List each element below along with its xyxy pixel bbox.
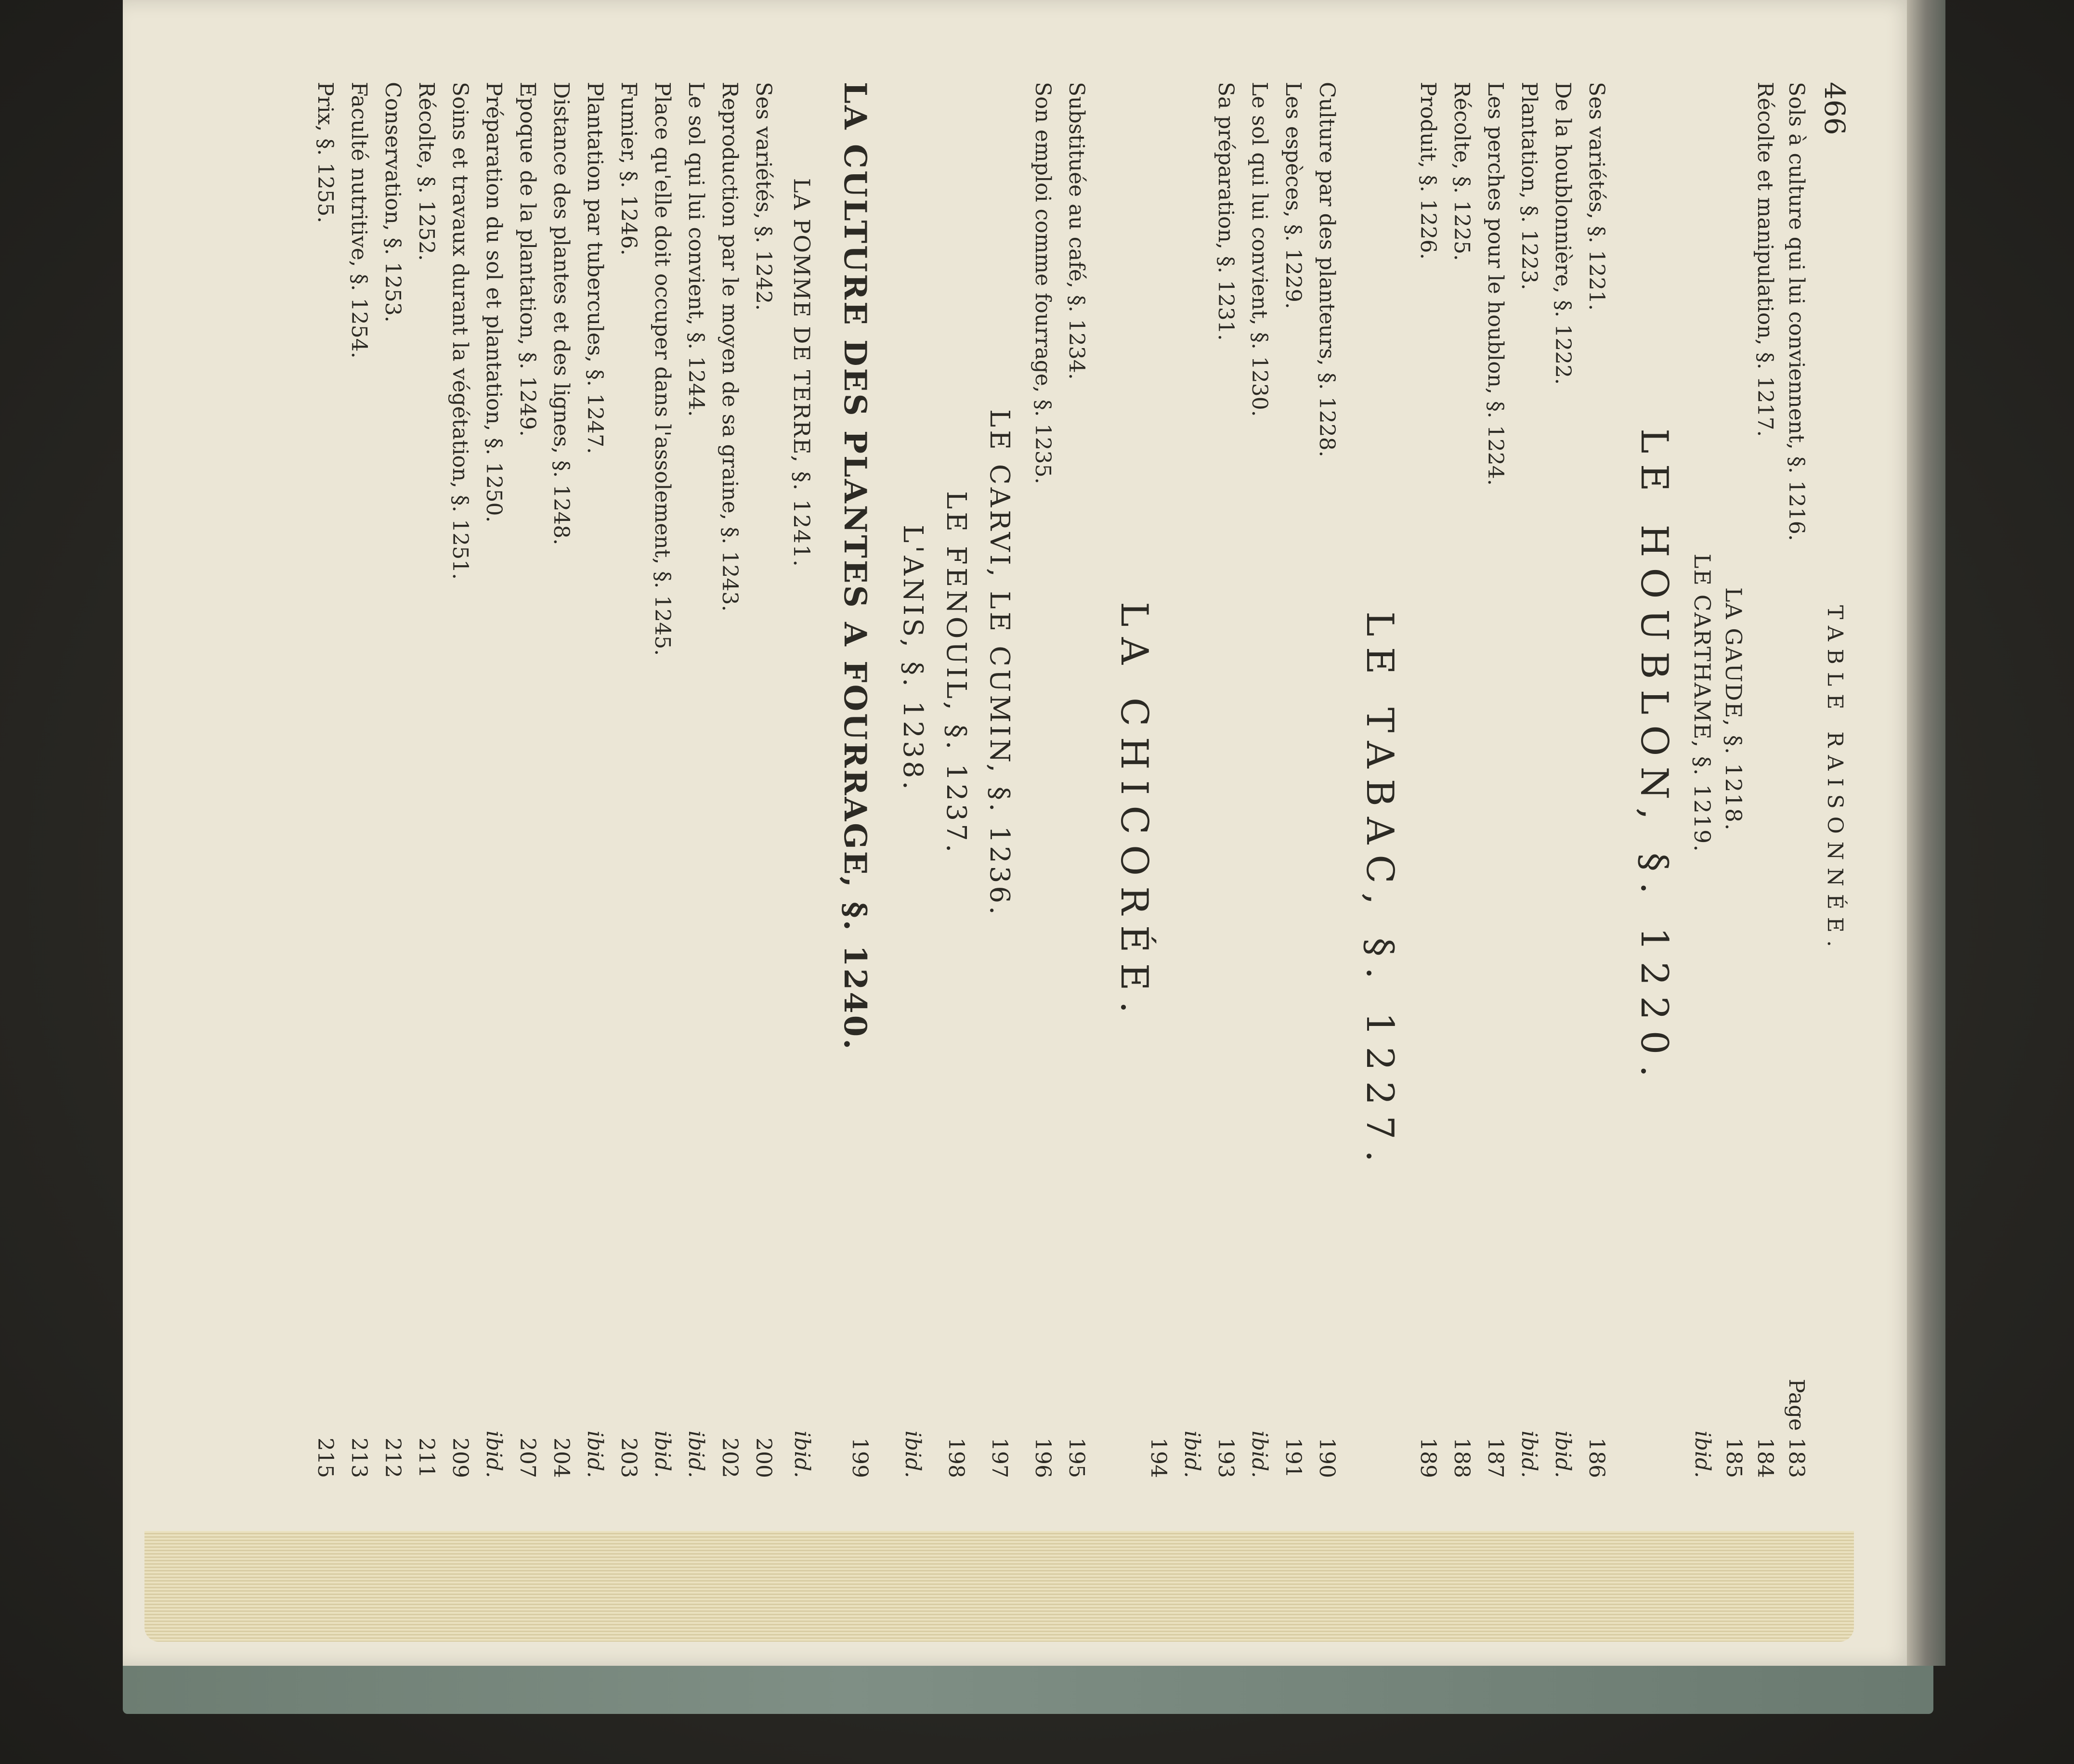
entry-page: ibid. bbox=[900, 1430, 925, 1478]
section-heading: LE CARVI, LE CUMIN, §. 1236. bbox=[984, 409, 1015, 918]
index-entry bbox=[376, 82, 409, 1478]
index-entry bbox=[510, 82, 544, 1478]
index-entry bbox=[1242, 82, 1276, 1478]
entry-page: ibid. bbox=[1247, 1430, 1272, 1478]
index-entry bbox=[578, 82, 612, 1478]
heading-line bbox=[828, 82, 876, 1478]
index-entry bbox=[612, 82, 645, 1478]
index-entry bbox=[443, 82, 477, 1478]
entry-page: 187 bbox=[1483, 1438, 1508, 1478]
entry-label: Place qu'elle doit occuper dans l'assolement, §. 1245. bbox=[650, 82, 675, 656]
entry-label: Culture par des planteurs, §. 1228. bbox=[1315, 82, 1339, 457]
index-entry bbox=[1026, 82, 1059, 1478]
entry-page: 202 bbox=[717, 1438, 742, 1478]
entry-label: Reproduction par le moyen de sa graine, §. 1243. bbox=[717, 82, 742, 612]
index-entry bbox=[409, 82, 443, 1478]
index-entry bbox=[1478, 82, 1512, 1478]
index-entry bbox=[1748, 82, 1782, 1478]
index-entry bbox=[645, 82, 679, 1478]
index-entry bbox=[1512, 82, 1546, 1478]
entry-label: Epoque de la plantation, §. 1249. bbox=[515, 82, 540, 437]
entry-page: 197 bbox=[987, 1438, 1012, 1478]
entry-page: Page 183 bbox=[1784, 1378, 1809, 1478]
entry-label: Soins et travaux durant la végétation, §. 1251. bbox=[448, 82, 472, 580]
entry-page: ibid. bbox=[1180, 1430, 1204, 1478]
index-entry bbox=[1546, 82, 1579, 1478]
heading-line bbox=[929, 82, 973, 1478]
index-entry bbox=[477, 82, 510, 1478]
entry-page: 198 bbox=[944, 1438, 968, 1478]
entry-label: Plantation par tubercules, §. 1247. bbox=[583, 82, 607, 454]
entry-page: 186 bbox=[1584, 1438, 1609, 1478]
book-gutter bbox=[1907, 0, 1945, 1666]
subheading-line bbox=[785, 82, 819, 1478]
page-number: 466 bbox=[1818, 82, 1851, 135]
section-heading: LE HOUBLON, §. 1220. bbox=[1632, 428, 1676, 1088]
entry-page: 211 bbox=[414, 1438, 439, 1478]
entry-page: ibid. bbox=[1551, 1430, 1575, 1478]
page-edges bbox=[144, 1531, 1854, 1642]
index-entry bbox=[713, 82, 746, 1478]
entry-label: Sa préparation, §. 1231. bbox=[1213, 82, 1238, 341]
entry-page: 215 bbox=[313, 1438, 338, 1478]
entry-page: 203 bbox=[616, 1438, 641, 1478]
entry-label: Les perches pour le houblon, §. 1224. bbox=[1483, 82, 1508, 486]
heading-line bbox=[973, 82, 1016, 1478]
subheading: LE CARTHAME, §. 1219. bbox=[1689, 554, 1715, 853]
subheading: LA GAUDE, §. 1218. bbox=[1721, 587, 1747, 831]
index-entry bbox=[1175, 82, 1209, 1478]
entry-page: 190 bbox=[1315, 1438, 1339, 1478]
entry-label: Produit, §. 1226. bbox=[1416, 82, 1440, 260]
entry-page: ibid. bbox=[583, 1430, 607, 1478]
entry-page: 188 bbox=[1449, 1438, 1474, 1478]
section-heading: LA CULTURE DES PLANTES A FOURRAGE, §. 1240. bbox=[837, 82, 873, 1051]
entry-label: Faculté nutritive, §. 1254. bbox=[347, 82, 371, 359]
entry-label: Ses variétés, §. 1221. bbox=[1584, 82, 1609, 311]
entry-label: De la houblonnière, §. 1222. bbox=[1551, 82, 1575, 385]
entry-label: Le sol qui lui convient, §. 1244. bbox=[684, 82, 708, 417]
entry-page: ibid. bbox=[482, 1430, 506, 1478]
heading-line bbox=[886, 82, 929, 1478]
index-entry bbox=[1445, 82, 1478, 1478]
entry-page: 195 bbox=[1064, 1438, 1089, 1478]
index-entry bbox=[308, 82, 342, 1478]
entry-label: Préparation du sol et plantation, §. 1250. bbox=[482, 82, 506, 523]
entry-label: Substituée au café, §. 1234. bbox=[1064, 82, 1089, 380]
entry-page: ibid. bbox=[790, 1430, 814, 1478]
index-entry bbox=[679, 82, 713, 1478]
entry-page: 185 bbox=[1722, 1438, 1746, 1478]
entry-label: Récolte, §. 1225. bbox=[1449, 82, 1474, 261]
section-heading: LE TABAC, §. 1227. bbox=[1358, 611, 1401, 1173]
entry-page: ibid. bbox=[1517, 1430, 1541, 1478]
entry-label: Distance des plantes et des lignes, §. 1248. bbox=[549, 82, 574, 545]
section-heading: L'ANIS, §. 1238. bbox=[897, 525, 928, 793]
index-page-content bbox=[169, 82, 1854, 1478]
entry-label: Récolte et manipulation, §. 1217. bbox=[1753, 82, 1777, 437]
entry-label: Ses variétés, §. 1242. bbox=[751, 82, 776, 311]
entry-page: ibid. bbox=[684, 1430, 708, 1478]
section-heading: LA CHICORÉE. bbox=[1112, 602, 1156, 1024]
index-entry bbox=[1276, 82, 1310, 1478]
subheading: LA POMME DE TERRE, §. 1241. bbox=[789, 178, 815, 568]
entry-page: 184 bbox=[1753, 1438, 1777, 1478]
entry-page: 189 bbox=[1416, 1438, 1440, 1478]
entry-page: ibid. bbox=[650, 1430, 675, 1478]
index-entry bbox=[1059, 82, 1093, 1478]
entry-label: Fumier, §. 1246. bbox=[616, 82, 641, 256]
entry-page: 191 bbox=[1281, 1438, 1305, 1478]
entry-page: 194 bbox=[1146, 1438, 1171, 1478]
index-entry bbox=[746, 82, 780, 1478]
running-head: TABLE RAISONNÉE. bbox=[1823, 605, 1847, 955]
entry-page: ibid. bbox=[1690, 1430, 1715, 1478]
entry-page: 209 bbox=[448, 1438, 472, 1478]
entry-label: Récolte, §. 1252. bbox=[414, 82, 439, 261]
entry-label: Le sol qui lui convient, §. 1230. bbox=[1247, 82, 1272, 417]
entry-label: Prix, §. 1255. bbox=[313, 82, 338, 223]
section-heading: LE FENOUIL, §. 1237. bbox=[940, 491, 972, 856]
entry-page: 207 bbox=[515, 1438, 540, 1478]
index-entry bbox=[1579, 82, 1613, 1478]
entry-page: 196 bbox=[1030, 1438, 1055, 1478]
index-entry bbox=[1310, 82, 1344, 1478]
entry-label: Plantation, §. 1223. bbox=[1517, 82, 1541, 290]
entry-page: 199 bbox=[848, 1438, 872, 1478]
entry-page: 212 bbox=[380, 1438, 405, 1478]
index-entry bbox=[1209, 82, 1242, 1478]
index-entry bbox=[1411, 82, 1445, 1478]
entry-label: Conservation, §. 1253. bbox=[380, 82, 405, 323]
entry-page: 204 bbox=[549, 1438, 574, 1478]
entry-page: 213 bbox=[347, 1438, 371, 1478]
entry-page: 200 bbox=[751, 1438, 776, 1478]
subheading-line bbox=[1685, 82, 1719, 1478]
index-entry bbox=[342, 82, 376, 1478]
index-entry bbox=[544, 82, 578, 1478]
entry-page: 193 bbox=[1213, 1438, 1238, 1478]
entry-label: Son emploi comme fourrage, §. 1235. bbox=[1030, 82, 1055, 484]
subheading-line bbox=[1717, 82, 1750, 1478]
entry-label: Sols à culture qui lui conviennent, §. 1216. bbox=[1784, 82, 1809, 541]
index-entry bbox=[1779, 82, 1813, 1478]
entry-label: Les espèces, §. 1229. bbox=[1281, 82, 1305, 309]
